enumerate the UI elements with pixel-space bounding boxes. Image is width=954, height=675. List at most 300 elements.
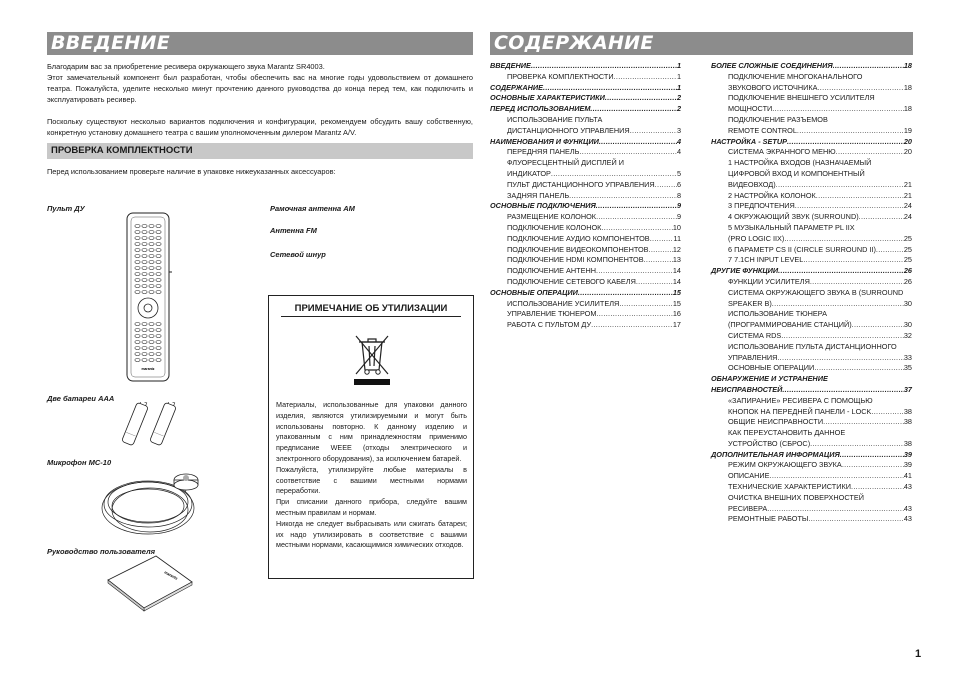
toc-entry [711, 266, 912, 277]
label-fm-antenna: Антенна FM [270, 226, 317, 235]
remote-button [149, 359, 154, 362]
toc-entry-page: 26 [903, 276, 912, 286]
remote-button [142, 243, 147, 246]
toc-entry [711, 320, 912, 331]
toc-entry-page: 38 [903, 406, 912, 416]
label-manual: Руководство пользователя [47, 547, 156, 556]
toc-entry [711, 504, 912, 515]
remote-button [156, 347, 161, 350]
toc-entry-page: 8 [676, 190, 681, 200]
toc-entry [490, 115, 681, 126]
remote-button [135, 279, 140, 282]
remote-button [156, 225, 161, 228]
toc-entry-title: ВИДЕОВХОД) [728, 179, 776, 189]
remote-button [149, 243, 154, 246]
toc-entry [711, 385, 912, 396]
toc-entry-title: СИСТЕМА RDS [728, 330, 782, 340]
toc-entry [711, 514, 912, 525]
manual-brand-logo: marantz [163, 570, 179, 581]
toc-entry-title: СИСТЕМА ЭКРАННОГО МЕНЮ [728, 147, 836, 157]
toc-entry-page: 25 [903, 233, 912, 243]
remote-button [135, 291, 140, 294]
intro-paragraph-3: Поскольку существуют несколько вариантов подключения и конфигурации, рекомендуем обсудить вашу собственную, конкретную установку домашнего театра с вашим уполномоченным дилером Marantz A/V. [47, 117, 473, 137]
remote-button [156, 285, 161, 288]
toc-dot-leader [767, 504, 904, 515]
toc-entry-page: 43 [903, 503, 912, 513]
toc-entry-title: РАБОТА С ПУЛЬТОМ ДУ [507, 320, 592, 330]
toc-entry-title: «ЗАПИРАНИЕ» РЕСИВЕРА С ПОМОЩЬЮ [728, 395, 873, 405]
contents-title: СОДЕРЖАНИЕ [490, 32, 913, 55]
remote-button [149, 329, 154, 332]
toc-dot-leader [781, 331, 904, 342]
remote-button [142, 231, 147, 234]
toc-entry-title: ОПИСАНИЕ [728, 471, 770, 481]
toc-entry-page: 32 [903, 330, 912, 340]
toc-entry-title: ОСНОВНЫЕ ПОДКЛЮЧЕНИЯ [490, 201, 596, 211]
toc-column-2 [711, 61, 912, 525]
toc-entry [711, 104, 912, 115]
remote-button [142, 341, 147, 344]
toc-entry-page: 11 [673, 233, 681, 243]
toc-entry [711, 61, 912, 72]
remote-button [156, 261, 161, 264]
toc-dot-leader [596, 201, 677, 212]
remote-button [142, 291, 147, 294]
remote-button [142, 261, 147, 264]
toc-entry-title: ИСПОЛЬЗОВАНИЕ ТЮНЕРА [728, 309, 827, 319]
toc-entry-title: ЦИФРОВОЙ ВХОД И КОМПОНЕНТНЫЙ [728, 168, 865, 178]
label-microphone: Микрофон MC-10 [47, 458, 112, 467]
disposal-note-divider [281, 316, 461, 317]
remote-button [135, 329, 140, 332]
toc-entry-title: РАЗМЕЩЕНИЕ КОЛОНОК [507, 212, 597, 222]
toc-entry [490, 137, 681, 148]
toc-entry [490, 169, 681, 180]
toc-entry [711, 450, 912, 461]
disposal-note-title: ПРИМЕЧАНИЕ ОБ УТИЛИЗАЦИИ [294, 303, 448, 314]
toc-entry-title: ТЕХНИЧЕСКИЕ ХАРАКТЕРИСТИКИ [728, 482, 851, 492]
toc-entry [490, 234, 681, 245]
remote-button [149, 353, 154, 356]
toc-dot-leader [795, 201, 904, 212]
toc-entry-title: (PRO LOGIC IIX) [728, 233, 785, 243]
remote-button [149, 261, 154, 264]
toc-dot-leader [644, 255, 673, 266]
remote-button [142, 353, 147, 356]
toc-entry [490, 299, 681, 310]
toc-entry [711, 460, 912, 471]
toc-entry-title: 2 НАСТРОЙКА КОЛОНОК [728, 190, 816, 200]
toc-entry [711, 353, 912, 364]
toc-entry [490, 126, 681, 137]
remote-button [135, 243, 140, 246]
toc-entry-page: 18 [903, 61, 912, 70]
intro-paragraph-1: Благодарим вас за приобретение ресивера окружающего звука Marantz SR4003. [47, 62, 325, 71]
toc-entry-title: ОСНОВНЫЕ ОПЕРАЦИИ [728, 363, 815, 373]
toc-entry-title: ВВЕДЕНИЕ [490, 61, 531, 70]
toc-entry-title: ПОДКЛЮЧЕНИЕ РАЗЪЕМОВ [728, 114, 828, 124]
toc-entry [711, 288, 912, 299]
toc-entry-title: ПОДКЛЮЧЕНИЕ МНОГОКАНАЛЬНОГО [728, 71, 863, 81]
toc-entry-page: 25 [903, 244, 912, 254]
toc-entry-title: ОЧИСТКА ВНЕШНИХ ПОВЕРХНОСТЕЙ [728, 492, 864, 502]
toc-entry-page: 41 [903, 471, 912, 481]
remote-button [149, 323, 154, 326]
toc-entry [490, 309, 681, 320]
toc-dot-leader [803, 255, 904, 266]
remote-button [149, 341, 154, 344]
toc-entry [490, 277, 681, 288]
toc-entry-page: 2 [676, 104, 681, 114]
remote-button [142, 323, 147, 326]
disposal-note-p4: Никогда не следует выбрасывать или сжигать батареи; их надо утилизировать в соответствие с вашими местными нормами, касающимися химических отходов. [276, 518, 467, 550]
toc-entry [711, 245, 912, 256]
toc-entry-page: 18 [903, 104, 912, 114]
remote-button [149, 347, 154, 350]
remote-button [156, 273, 161, 276]
toc-entry-page: 12 [672, 244, 681, 254]
label-batteries: Две батареи AAA [47, 394, 115, 403]
toc-entry-title: 1 НАСТРОЙКА ВХОДОВ (НАЗНАЧАЕМЫЙ [728, 158, 872, 168]
accessories-check-text: Перед использованием проверьте наличие в упаковке нижеуказанных аксессуаров: [47, 167, 336, 176]
toc-entry [490, 255, 681, 266]
toc-dot-leader [772, 299, 904, 310]
remote-button [142, 249, 147, 252]
remote-button [142, 237, 147, 240]
toc-entry [711, 147, 912, 158]
toc-entry-title: СИСТЕМА ОКРУЖАЮЩЕГО ЗВУКА В (SURROUND [728, 287, 904, 297]
toc-dot-leader [808, 514, 903, 525]
toc-entry-title: ПРОВЕРКА КОМПЛЕКТНОСТИ [507, 71, 614, 81]
toc-entry-title: РЕСИВЕРА [728, 503, 768, 513]
disposal-note-p3: При списании данного прибора, следуйте вашим местным правилам и нормам. [276, 497, 467, 517]
toc-dot-leader [817, 83, 903, 94]
remote-button [135, 231, 140, 234]
remote-button [135, 347, 140, 350]
remote-button [156, 359, 161, 362]
toc-entry-title: ПОДКЛЮЧЕНИЕ КОЛОНОК [507, 222, 602, 232]
remote-button [135, 255, 140, 258]
disposal-note-p2: Пожалуйста, утилизируйте любые материалы в соответствие с вашими местными нормами переработки. [276, 464, 467, 496]
toc-dot-leader [784, 234, 904, 245]
toc-dot-leader [650, 234, 674, 245]
toc-entry-page: 13 [672, 255, 681, 265]
toc-dot-leader [578, 288, 673, 299]
toc-dot-leader [776, 180, 904, 191]
remote-button [156, 335, 161, 338]
remote-button [156, 341, 161, 344]
toc-entry-title: ДРУГИЕ ФУНКЦИИ [711, 266, 779, 276]
remote-button [142, 285, 147, 288]
toc-entry [711, 439, 912, 450]
toc-entry [711, 374, 912, 385]
toc-entry [711, 158, 912, 169]
toc-dot-leader [619, 299, 673, 310]
toc-entry-title: REMOTE CONTROL [728, 125, 797, 135]
toc-entry-page: 10 [672, 222, 681, 232]
remote-button [135, 285, 140, 288]
toc-entry [490, 93, 681, 104]
toc-dot-leader [551, 169, 677, 180]
toc-entry-page: 24 [903, 201, 912, 211]
toc-entry [711, 83, 912, 94]
remote-button [149, 285, 154, 288]
remote-button [156, 279, 161, 282]
toc-entry-page: 39 [903, 449, 912, 459]
toc-entry-title: 6 ПАРАМЕТР CS II (CIRCLE SURROUND II) [728, 244, 876, 254]
remote-button [156, 231, 161, 234]
toc-entry-page: 15 [672, 298, 681, 308]
remote-button [149, 237, 154, 240]
toc-entry-title: ПОДКЛЮЧЕНИЕ HDMI КОМПОНЕНТОВ [507, 255, 644, 265]
toc-dot-leader [590, 104, 677, 115]
toc-dot-leader [840, 450, 904, 461]
toc-entry-title: НАСТРОЙКА - SETUP [711, 136, 787, 146]
toc-entry-title: SPEAKER B) [728, 298, 772, 308]
toc-entry-page: 33 [903, 352, 912, 362]
remote-button [149, 273, 154, 276]
toc-entry [711, 396, 912, 407]
toc-entry-title: ИСПОЛЬЗОВАНИЕ ПУЛЬТА ДИСТАНЦИОННОГО [728, 341, 897, 351]
toc-dot-leader [579, 147, 676, 158]
batteries-illustration [118, 402, 188, 446]
disposal-note-text [276, 400, 467, 551]
remote-button [149, 255, 154, 258]
label-am-antenna: Рамочная антенна AM [270, 204, 355, 213]
toc-dot-leader [777, 353, 904, 364]
remote-button [149, 231, 154, 234]
toc-entry-page: 19 [903, 125, 912, 135]
toc-entry [711, 223, 912, 234]
toc-entry-title: ИНДИКАТОР [507, 168, 551, 178]
toc-entry [490, 191, 681, 202]
remote-button [135, 273, 140, 276]
toc-dot-leader [851, 482, 904, 493]
toc-entry-title: БОЛЕЕ СЛОЖНЫЕ СОЕДИНЕНИЯ [711, 61, 833, 70]
toc-entry-page: 43 [903, 482, 912, 492]
weee-crossed-bin-icon [351, 330, 393, 386]
toc-entry [711, 169, 912, 180]
toc-dot-leader [814, 363, 904, 374]
section-title-accessories: ПРОВЕРКА КОМПЛЕКТНОСТИ [47, 143, 473, 159]
toc-entry-title: ПОДКЛЮЧЕНИЕ СЕТЕВОГО КАБЕЛЯ [507, 276, 636, 286]
remote-button [142, 335, 147, 338]
remote-control-illustration [126, 212, 174, 384]
toc-dot-leader [599, 137, 677, 148]
toc-entry-page: 39 [903, 460, 912, 470]
remote-button [156, 323, 161, 326]
toc-entry-page: 9 [676, 212, 681, 222]
toc-entry-page: 24 [903, 212, 912, 222]
remote-button [149, 249, 154, 252]
toc-column-1 [490, 61, 681, 331]
toc-entry-title: ДИСТАНЦИОННОГО УПРАВЛЕНИЯ [507, 125, 630, 135]
toc-dot-leader [770, 471, 904, 482]
toc-entry [490, 61, 681, 72]
toc-entry-page: 35 [903, 363, 912, 373]
toc-entry-page: 21 [903, 179, 912, 189]
toc-entry [711, 471, 912, 482]
toc-dot-leader [810, 277, 904, 288]
toc-dot-leader [772, 104, 904, 115]
toc-entry [711, 255, 912, 266]
toc-entry-page: 2 [676, 93, 681, 103]
toc-entry-page: 14 [672, 276, 681, 286]
toc-entry-title: ПОДКЛЮЧЕНИЕ АУДИО КОМПОНЕНТОВ [507, 233, 650, 243]
toc-entry [711, 126, 912, 137]
toc-entry [711, 493, 912, 504]
remote-brand-logo: marantz [141, 367, 155, 371]
toc-entry [711, 180, 912, 191]
toc-dot-leader [823, 417, 904, 428]
toc-entry-title: 5 МУЗЫКАЛЬНЫЙ ПАРАМЕТР PL IIX [728, 222, 855, 232]
toc-entry-page: 20 [903, 147, 912, 157]
toc-entry [711, 234, 912, 245]
toc-entry [490, 212, 681, 223]
toc-entry [711, 407, 912, 418]
toc-entry-title: ОСНОВНЫЕ ХАРАКТЕРИСТИКИ [490, 93, 605, 103]
toc-entry [711, 212, 912, 223]
toc-entry-title: 7 7.1CH INPUT LEVEL [728, 255, 804, 265]
toc-dot-leader [852, 320, 904, 331]
toc-dot-leader [655, 180, 677, 191]
toc-entry-title: КНОПОК НА ПЕРЕДНЕЙ ПАНЕЛИ - LOCK [728, 406, 872, 416]
toc-entry [711, 115, 912, 126]
toc-dot-leader [614, 72, 677, 83]
toc-entry-title: ЗВУКОВОГО ИСТОЧНИКА [728, 82, 818, 92]
toc-entry [711, 299, 912, 310]
toc-entry-page: 20 [903, 136, 912, 146]
toc-entry-title: 4 ОКРУЖАЮЩИЙ ЗВУК (SURROUND) [728, 212, 859, 222]
remote-button [156, 237, 161, 240]
toc-dot-leader [596, 309, 672, 320]
toc-dot-leader [605, 93, 677, 104]
toc-entry-title: ФУНКЦИИ УСИЛИТЕЛЯ [728, 276, 810, 286]
toc-entry [490, 320, 681, 331]
remote-button [156, 255, 161, 258]
toc-entry [711, 309, 912, 320]
remote-button [135, 341, 140, 344]
toc-dot-leader [596, 212, 677, 223]
toc-entry-title: ПЕРЕДНЯЯ ПАНЕЛЬ [507, 147, 580, 157]
toc-entry [711, 72, 912, 83]
toc-entry-page: 1 [676, 61, 681, 70]
toc-entry-page: 15 [672, 287, 681, 297]
toc-dot-leader [836, 147, 904, 158]
toc-entry [490, 147, 681, 158]
toc-entry [711, 342, 912, 353]
manual-illustration [104, 554, 194, 614]
toc-entry-page: 30 [903, 298, 912, 308]
toc-dot-leader [569, 191, 677, 202]
toc-entry-title: УСТРОЙСТВО (СБРОС) [728, 438, 811, 448]
toc-entry-title: ПЕРЕД ИСПОЛЬЗОВАНИЕМ [490, 104, 591, 114]
toc-entry-title: ОСНОВНЫЕ ОПЕРАЦИИ [490, 287, 578, 297]
toc-dot-leader [816, 191, 904, 202]
toc-dot-leader [859, 212, 904, 223]
toc-dot-leader [810, 439, 904, 450]
toc-entry-page: 25 [903, 255, 912, 265]
toc-entry-title: ФЛУОРЕСЦЕНТНЫЙ ДИСПЛЕЙ И [507, 158, 625, 168]
toc-entry [711, 363, 912, 374]
toc-entry-page: 9 [676, 201, 681, 211]
toc-entry-page: 4 [676, 147, 681, 157]
toc-dot-leader [649, 245, 673, 256]
toc-entry-title: УПРАВЛЕНИЯ [728, 352, 778, 362]
disposal-note-p1: Материалы, использованные для упаковки данного изделия, являются утилизируемыми и могут быть использованы повторно. К данному изделию и упакованным с ним принадлежностям применимо предписание WEEE (отходы электрического и электронного оборудования), за исключением батарей. [276, 400, 467, 463]
toc-entry-title: ИСПОЛЬЗОВАНИЕ УСИЛИТЕЛЯ [507, 298, 620, 308]
toc-entry-page: 1 [676, 71, 681, 81]
toc-entry [490, 104, 681, 115]
toc-entry-title: РЕМОНТНЫЕ РАБОТЫ [728, 514, 809, 524]
toc-entry-page: 18 [903, 82, 912, 92]
toc-entry-title: КАК ПЕРЕУСТАНОВИТЬ ДАННОЕ [728, 428, 846, 438]
remote-button [135, 353, 140, 356]
toc-dot-leader [842, 460, 904, 471]
remote-button [135, 359, 140, 362]
toc-entry-page: 1 [676, 82, 681, 92]
remote-button [142, 279, 147, 282]
toc-entry-title: ЗАДНЯЯ ПАНЕЛЬ [507, 190, 570, 200]
toc-entry-title: ИСПОЛЬЗОВАНИЕ ПУЛЬТА [507, 114, 603, 124]
remote-button [142, 267, 147, 270]
remote-button [135, 225, 140, 228]
toc-entry [711, 93, 912, 104]
label-power-cord: Сетевой шнур [270, 250, 326, 259]
remote-button [149, 267, 154, 270]
toc-entry [711, 428, 912, 439]
remote-button [149, 279, 154, 282]
remote-button [156, 249, 161, 252]
microphone-illustration [100, 466, 215, 540]
remote-button [142, 359, 147, 362]
toc-entry [490, 245, 681, 256]
remote-button [142, 273, 147, 276]
remote-button [142, 329, 147, 332]
toc-entry-title: УПРАВЛЕНИЕ ТЮНЕРОМ [507, 309, 597, 319]
toc-dot-leader [871, 407, 903, 418]
toc-entry-page: 38 [903, 417, 912, 427]
toc-entry-page: 17 [672, 320, 681, 330]
remote-button [142, 255, 147, 258]
toc-dot-leader [601, 223, 672, 234]
remote-button [149, 225, 154, 228]
toc-entry [711, 191, 912, 202]
remote-button [156, 267, 161, 270]
remote-button [156, 353, 161, 356]
toc-dot-leader [778, 266, 904, 277]
toc-entry-title: ПОДКЛЮЧЕНИЕ ВИДЕОКОМПОНЕНТОВ [507, 244, 649, 254]
toc-dot-leader [543, 83, 677, 94]
toc-entry [490, 288, 681, 299]
remote-button [142, 347, 147, 350]
toc-entry-title: НАИМЕНОВАНИЯ И ФУНКЦИИ [490, 136, 599, 146]
toc-entry-page: 37 [903, 384, 912, 394]
toc-entry-title: НЕИСПРАВНОСТЕЙ [711, 384, 783, 394]
toc-entry-page: 6 [676, 179, 681, 189]
page-number: 1 [915, 648, 922, 660]
toc-dot-leader [596, 266, 673, 277]
toc-entry-title: (ПРОГРАММИРОВАНИЕ СТАНЦИЙ) [728, 320, 852, 330]
toc-entry [490, 83, 681, 94]
toc-entry-page: 16 [672, 309, 681, 319]
toc-dot-leader [630, 126, 677, 137]
remote-button [142, 225, 147, 228]
toc-entry-page: 30 [903, 320, 912, 330]
remote-button [135, 237, 140, 240]
toc-dot-leader [787, 137, 904, 148]
remote-button [156, 291, 161, 294]
